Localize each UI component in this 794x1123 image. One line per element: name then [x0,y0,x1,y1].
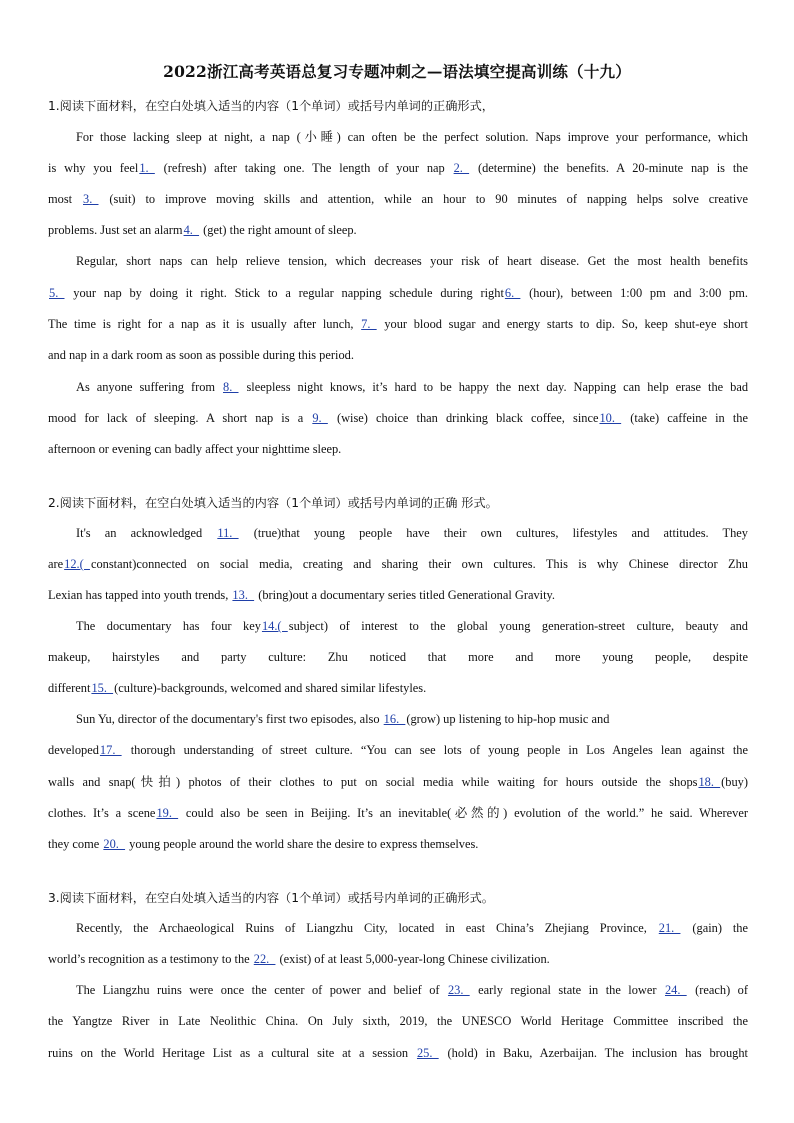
section1-text-line [48,285,748,301]
passage-text: (hold) in Baku, Azerbaijan. The inclusion has brought [439,1046,748,1060]
answer-blank[interactable]: 4. [183,223,200,237]
answer-blank[interactable]: 5. [49,286,65,300]
passage-text: (reach) of [687,983,748,997]
answer-blank[interactable]: 16. [383,712,406,726]
passage-text: (hour), between 1:00 pm and 3:00 pm. [521,286,748,300]
section2-text-line [48,649,748,665]
passage-text: could also be seen in Beijing. It’s an inevitable(必然的) evolution of the world.” he said. Wherever [179,806,748,820]
answer-blank[interactable]: 14.( [261,619,288,633]
passage-text: For those lacking sleep at night, a nap (小睡) can often be the perfect solution. Naps improve your performance, which [76,130,748,144]
section3-text-line [76,920,748,936]
passage-text: most [48,192,82,206]
answer-blank[interactable]: 8. [223,380,239,394]
passage-text: (wise) choice than drinking black coffee, since [328,411,599,425]
passage-text: (refresh) after taking one. The length of your nap [155,161,453,175]
answer-blank[interactable]: 21. [658,921,681,935]
answer-blank[interactable]: 2. [453,161,470,175]
section1-text-line [76,379,748,395]
passage-text: Regular, short naps can help relieve tension, which decreases your risk of heart disease. Get the most health benefits [76,254,748,268]
section2-text-line [76,618,748,634]
passage-text: thorough understanding of street culture. “You can see lots of young people in Los Angeles lean against the [122,743,748,757]
passage-text: makeup, hairstyles and party culture: Zhu noticed that more and more young people, despite [48,650,748,664]
passage-text: Sun Yu, director of the documentary's first two episodes, also [76,712,383,726]
answer-blank[interactable]: 6. [504,286,521,300]
answer-blank[interactable]: 25. [416,1046,439,1060]
section1-text-line [48,316,748,332]
answer-blank[interactable]: 23. [447,983,470,997]
answer-blank[interactable]: 13. [232,588,255,602]
passage-text: your blood sugar and energy starts to dip. So, keep shut-eye short [377,317,748,331]
passage-text: (take) caffeine in the [622,411,748,425]
passage-text: It's an acknowledged [76,526,217,540]
passage-text: (exist) of at least 5,000-year-long Chinese civilization. [276,952,550,966]
section1-heading: 1.阅读下面材料，在空白处填入适当的内容（1个单词）或括号内单词的正确形式， [48,99,494,113]
answer-blank[interactable]: 24. [664,983,687,997]
section3-text-line [48,1045,748,1061]
passage-text: afternoon or evening can badly affect your nighttime sleep. [48,442,342,456]
section2-text-line [76,711,748,727]
document-title: 2022浙江高考英语总复习专题冲刺之—语法填空提高训练（十九） [163,62,631,81]
section3-text-line [76,982,748,998]
answer-blank[interactable]: 12.( [64,557,90,571]
answer-blank[interactable]: 10. [599,411,622,425]
passage-text: mood for lack of sleeping. A short nap is a [48,411,312,425]
section2-text-line [76,525,748,541]
passage-text: (determine) the benefits. A 20-minute nap is the [470,161,748,175]
section2-text-line [48,742,748,758]
passage-text: The documentary has four key [76,619,261,633]
section3-heading: 3.阅读下面材料，在空白处填入适当的内容（1个单词）或括号内单词的正确形式。 [48,891,494,905]
passage-text: developed [48,743,99,757]
passage-text: sleepless night knows, it’s hard to be happy the next day. Napping can help erase the bad [239,380,749,394]
answer-blank[interactable]: 19. [156,806,179,820]
section2-text-line [48,587,748,603]
passage-text: (bring)out a documentary series titled Generational Gravity. [255,588,556,602]
answer-blank[interactable]: 22. [253,952,276,966]
section1-text-line [48,160,748,176]
passage-text: Lexian has tapped into youth trends, [48,588,232,602]
passage-text: The time is right for a nap as it is usually after lunch, [48,317,361,331]
section2-heading: 2.阅读下面材料，在空白处填入适当的内容（1个单词）或括号内单词的正确 形式。 [48,496,498,510]
passage-text: constant)connected on social media, creating and sharing their own cultures. This is why Chinese director Zhu [90,557,748,571]
answer-blank[interactable]: 11. [217,526,239,540]
passage-text: (true)that young people have their own cultures, lifestyles and attitudes. They [239,526,748,540]
section2-text-line [48,774,748,790]
passage-text: is why you feel [48,161,139,175]
section2-text-line [48,805,748,821]
passage-text: the Yangtze River in Late Neolithic China. On July sixth, 2019, the UNESCO World Heritage Committee inscribed the [48,1014,748,1028]
answer-blank[interactable]: 3. [83,192,99,206]
answer-blank[interactable]: 17. [99,743,122,757]
passage-text: Recently, the Archaeological Ruins of Liangzhu City, located in east China’s Zhejiang Province, [76,921,658,935]
passage-text: The Liangzhu ruins were once the center of power and belief of [76,983,447,997]
answer-blank[interactable]: 20. [103,837,126,851]
section1-text-line [48,222,748,238]
passage-text: young people around the world share the desire to express themselves. [126,837,479,851]
section3-text-line [48,1013,748,1029]
section1-text-line [76,129,748,145]
passage-text: your nap by doing it right. Stick to a regular napping schedule during right [65,286,504,300]
section1-text-line [48,410,748,426]
section2-text-line [48,836,748,852]
section2-text-line [48,680,748,696]
answer-blank[interactable]: 18. [698,775,721,789]
passage-text: and nap in a dark room as soon as possible during this period. [48,348,354,362]
section1-text-line [48,347,748,363]
passage-text: clothes. It’s a scene [48,806,156,820]
section2-text-line [48,556,748,572]
section1-text-line [48,441,748,457]
passage-text: (culture)-backgrounds, welcomed and shared similar lifestyles. [114,681,427,695]
passage-text: (buy) [721,775,748,789]
passage-text: (grow) up listening to hip-hop music and [406,712,610,726]
passage-text: walls and snap(快拍) photos of their clothes to put on social media while waiting for hours outside the shops [48,775,698,789]
answer-blank[interactable]: 1. [139,161,155,175]
passage-text: subject) of interest to the global young generation-street culture, beauty and [288,619,748,633]
passage-text: (suit) to improve moving skills and attention, while an hour to 90 minutes of napping helps solve creative [99,192,748,206]
section1-text-line [48,191,748,207]
passage-text: ruins on the World Heritage List as a cultural site at a session [48,1046,416,1060]
passage-text: early regional state in the lower [470,983,664,997]
answer-blank[interactable]: 15. [91,681,114,695]
answer-blank[interactable]: 9. [312,411,328,425]
passage-text: (get) the right amount of sleep. [200,223,357,237]
answer-blank[interactable]: 7. [361,317,377,331]
passage-text: they come [48,837,103,851]
passage-text: (gain) the [681,921,749,935]
section3-text-line [48,951,748,967]
passage-text: world’s recognition as a testimony to the [48,952,253,966]
passage-text: different [48,681,91,695]
passage-text: problems. Just set an alarm [48,223,183,237]
passage-text: are [48,557,64,571]
passage-text: As anyone suffering from [76,380,223,394]
section1-text-line [76,253,748,269]
